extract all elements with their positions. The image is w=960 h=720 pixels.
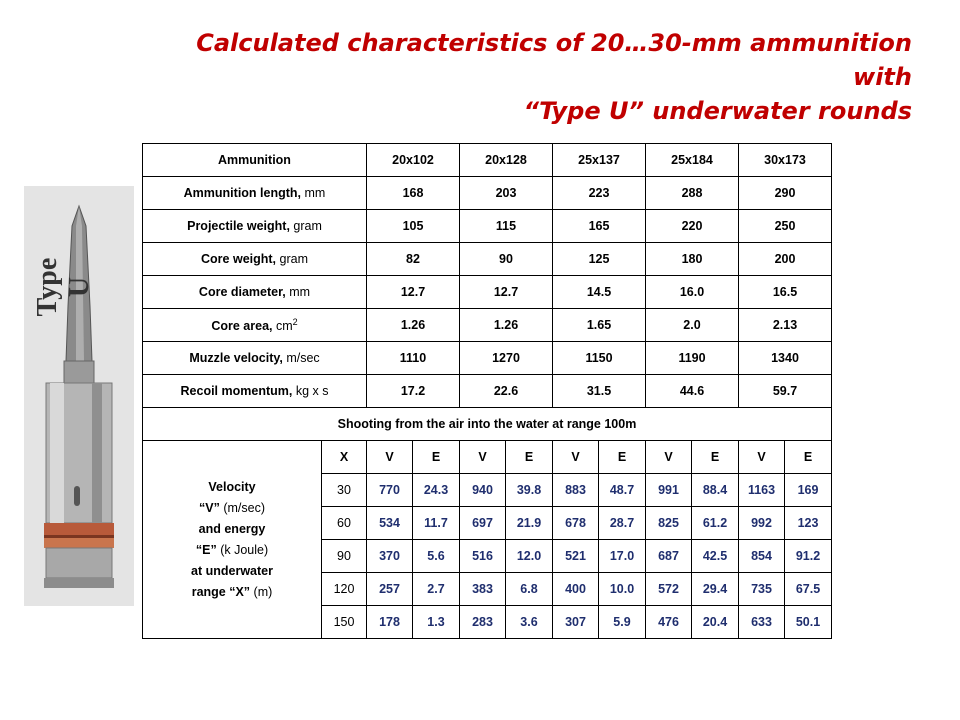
main-data-table bbox=[142, 143, 832, 639]
table-cell: 521 bbox=[553, 540, 599, 573]
table-cell: 16.5 bbox=[739, 276, 832, 309]
table-cell: 168 bbox=[367, 177, 460, 210]
table-cell: 22.6 bbox=[460, 375, 553, 408]
row-label-text: Recoil momentum, bbox=[180, 384, 293, 398]
sub-header-cell: V bbox=[739, 441, 785, 474]
table-cell: 2.13 bbox=[739, 309, 832, 342]
table-cell: 288 bbox=[646, 177, 739, 210]
row-unit: mm bbox=[301, 186, 326, 200]
table-cell: 42.5 bbox=[692, 540, 739, 573]
ammo-type-30x173: 30x173 bbox=[739, 144, 832, 177]
table-cell: 940 bbox=[460, 474, 506, 507]
table-cell: 678 bbox=[553, 507, 599, 540]
table-cell: 633 bbox=[739, 606, 785, 639]
row-label-text: Core area, bbox=[211, 319, 273, 334]
velocity-label-part: Velocity bbox=[208, 479, 256, 494]
table-cell: 1110 bbox=[367, 342, 460, 375]
table-cell: 383 bbox=[460, 573, 506, 606]
title-line-2: “Type U” underwater rounds bbox=[523, 97, 912, 125]
sub-header-cell: E bbox=[692, 441, 739, 474]
table-cell: 59.7 bbox=[739, 375, 832, 408]
table-cell: 3.6 bbox=[506, 606, 553, 639]
photo-label: Type U bbox=[32, 257, 95, 317]
row-label bbox=[143, 243, 367, 276]
table-cell: 12.7 bbox=[460, 276, 553, 309]
table-cell: 17.0 bbox=[599, 540, 646, 573]
table-cell: 16.0 bbox=[646, 276, 739, 309]
table-header-row bbox=[143, 144, 832, 177]
table-cell: 476 bbox=[646, 606, 692, 639]
row-label-text: Core weight, bbox=[201, 252, 277, 266]
table-cell: 200 bbox=[739, 243, 832, 276]
table-cell: 12.0 bbox=[506, 540, 553, 573]
sub-header-cell: V bbox=[646, 441, 692, 474]
table-row bbox=[143, 375, 832, 408]
table-cell: 220 bbox=[646, 210, 739, 243]
table-cell: 572 bbox=[646, 573, 692, 606]
table-row bbox=[143, 342, 832, 375]
table-cell: 290 bbox=[739, 177, 832, 210]
table-cell: 50.1 bbox=[785, 606, 832, 639]
ammunition-header: Ammunition bbox=[143, 144, 367, 177]
table-cell: 178 bbox=[367, 606, 413, 639]
table-row bbox=[143, 276, 832, 309]
table-cell: 180 bbox=[646, 243, 739, 276]
row-unit: kg x s bbox=[292, 384, 329, 398]
table-cell: 1.65 bbox=[553, 309, 646, 342]
table-cell: 770 bbox=[367, 474, 413, 507]
table-cell: 91.2 bbox=[785, 540, 832, 573]
table-cell: 24.3 bbox=[413, 474, 460, 507]
ammo-type-20x128: 20x128 bbox=[460, 144, 553, 177]
slide-title bbox=[152, 26, 912, 128]
range-cell: 60 bbox=[322, 507, 367, 540]
table-cell: 6.8 bbox=[506, 573, 553, 606]
table-cell: 125 bbox=[553, 243, 646, 276]
table-cell: 223 bbox=[553, 177, 646, 210]
range-cell: 150 bbox=[322, 606, 367, 639]
row-label bbox=[143, 276, 367, 309]
sub-header-cell: V bbox=[460, 441, 506, 474]
table-row bbox=[143, 177, 832, 210]
table-cell: 14.5 bbox=[553, 276, 646, 309]
velocity-label-part: (m) bbox=[250, 584, 273, 599]
row-label bbox=[143, 177, 367, 210]
table-cell: 28.7 bbox=[599, 507, 646, 540]
table-cell: 534 bbox=[367, 507, 413, 540]
velocity-label-part: (m/sec) bbox=[219, 500, 265, 515]
velocity-label-part: “E” bbox=[195, 542, 217, 557]
table-cell: 250 bbox=[739, 210, 832, 243]
range-cell: 30 bbox=[322, 474, 367, 507]
table-cell: 5.9 bbox=[599, 606, 646, 639]
sub-header-row bbox=[143, 441, 832, 474]
section-title-row bbox=[143, 408, 832, 441]
sub-header-cell: V bbox=[553, 441, 599, 474]
table-cell: 1.26 bbox=[460, 309, 553, 342]
table-cell: 169 bbox=[785, 474, 832, 507]
velocity-label-part: and energy bbox=[198, 521, 266, 536]
table-row bbox=[143, 243, 832, 276]
table-cell: 105 bbox=[367, 210, 460, 243]
row-unit: mm bbox=[285, 285, 311, 299]
row-label bbox=[143, 342, 367, 375]
row-unit: m/sec bbox=[282, 351, 320, 365]
velocity-label-part: at underwater bbox=[191, 563, 273, 578]
table-cell: 400 bbox=[553, 573, 599, 606]
table-row bbox=[143, 309, 832, 342]
table-cell: 697 bbox=[460, 507, 506, 540]
table-cell: 307 bbox=[553, 606, 599, 639]
table-cell: 82 bbox=[367, 243, 460, 276]
velocity-label-part: “V” bbox=[199, 500, 220, 515]
title-line-1: Calculated characteristics of 20…30-mm ammunition with bbox=[196, 29, 912, 91]
table-cell: 883 bbox=[553, 474, 599, 507]
table-row bbox=[143, 210, 832, 243]
table-cell: 5.6 bbox=[413, 540, 460, 573]
velocity-energy-label bbox=[143, 441, 322, 639]
ammo-type-25x184: 25x184 bbox=[646, 144, 739, 177]
table-cell: 1.26 bbox=[367, 309, 460, 342]
table-cell: 10.0 bbox=[599, 573, 646, 606]
table-cell: 123 bbox=[785, 507, 832, 540]
table-cell: 61.2 bbox=[692, 507, 739, 540]
table-cell: 1.3 bbox=[413, 606, 460, 639]
table-cell: 687 bbox=[646, 540, 692, 573]
table-cell: 1270 bbox=[460, 342, 553, 375]
table-cell: 516 bbox=[460, 540, 506, 573]
sub-header-cell: E bbox=[413, 441, 460, 474]
table-cell: 165 bbox=[553, 210, 646, 243]
row-label-text: Core diameter, bbox=[198, 285, 286, 299]
table-cell: 20.4 bbox=[692, 606, 739, 639]
row-label-text: Projectile weight, bbox=[187, 219, 290, 233]
row-unit: gram bbox=[276, 252, 308, 266]
range-cell: 90 bbox=[322, 540, 367, 573]
table-cell: 44.6 bbox=[646, 375, 739, 408]
row-label bbox=[143, 375, 367, 408]
table-cell: 11.7 bbox=[413, 507, 460, 540]
row-unit: gram bbox=[289, 219, 322, 233]
velocity-label-part: range “X” bbox=[191, 584, 251, 599]
table-cell: 21.9 bbox=[506, 507, 553, 540]
table-cell: 991 bbox=[646, 474, 692, 507]
sub-header-cell: X bbox=[322, 441, 367, 474]
table-cell: 854 bbox=[739, 540, 785, 573]
row-unit: cm bbox=[272, 319, 293, 334]
section-title: Shooting from the air into the water at range 100m bbox=[143, 408, 832, 441]
row-label-text: Ammunition length, bbox=[183, 186, 302, 200]
sub-header-cell: E bbox=[506, 441, 553, 474]
sub-header-cell: E bbox=[785, 441, 832, 474]
table-cell: 17.2 bbox=[367, 375, 460, 408]
table-cell: 12.7 bbox=[367, 276, 460, 309]
ammo-type-25x137: 25x137 bbox=[553, 144, 646, 177]
ammo-type-20x102: 20x102 bbox=[367, 144, 460, 177]
table-cell: 48.7 bbox=[599, 474, 646, 507]
range-cell: 120 bbox=[322, 573, 367, 606]
table-cell: 825 bbox=[646, 507, 692, 540]
table-cell: 88.4 bbox=[692, 474, 739, 507]
velocity-label-part: (k Joule) bbox=[216, 542, 269, 557]
table-cell: 67.5 bbox=[785, 573, 832, 606]
table-cell: 1340 bbox=[739, 342, 832, 375]
table-cell: 2.0 bbox=[646, 309, 739, 342]
table-cell: 203 bbox=[460, 177, 553, 210]
table-cell: 1150 bbox=[553, 342, 646, 375]
table-cell: 992 bbox=[739, 507, 785, 540]
row-label-text: Muzzle velocity, bbox=[189, 351, 283, 365]
row-label bbox=[143, 210, 367, 243]
sub-header-cell: E bbox=[599, 441, 646, 474]
table-body bbox=[143, 144, 832, 639]
table-cell: 257 bbox=[367, 573, 413, 606]
table-cell: 283 bbox=[460, 606, 506, 639]
table-cell: 31.5 bbox=[553, 375, 646, 408]
table-cell: 29.4 bbox=[692, 573, 739, 606]
table-cell: 735 bbox=[739, 573, 785, 606]
row-unit-superscript: 2 bbox=[292, 316, 298, 327]
table-cell: 39.8 bbox=[506, 474, 553, 507]
table-cell: 2.7 bbox=[413, 573, 460, 606]
table-cell: 1163 bbox=[739, 474, 785, 507]
table-cell: 115 bbox=[460, 210, 553, 243]
row-label bbox=[143, 309, 367, 342]
table-cell: 1190 bbox=[646, 342, 739, 375]
table-cell: 90 bbox=[460, 243, 553, 276]
sub-header-cell: V bbox=[367, 441, 413, 474]
table-cell: 370 bbox=[367, 540, 413, 573]
